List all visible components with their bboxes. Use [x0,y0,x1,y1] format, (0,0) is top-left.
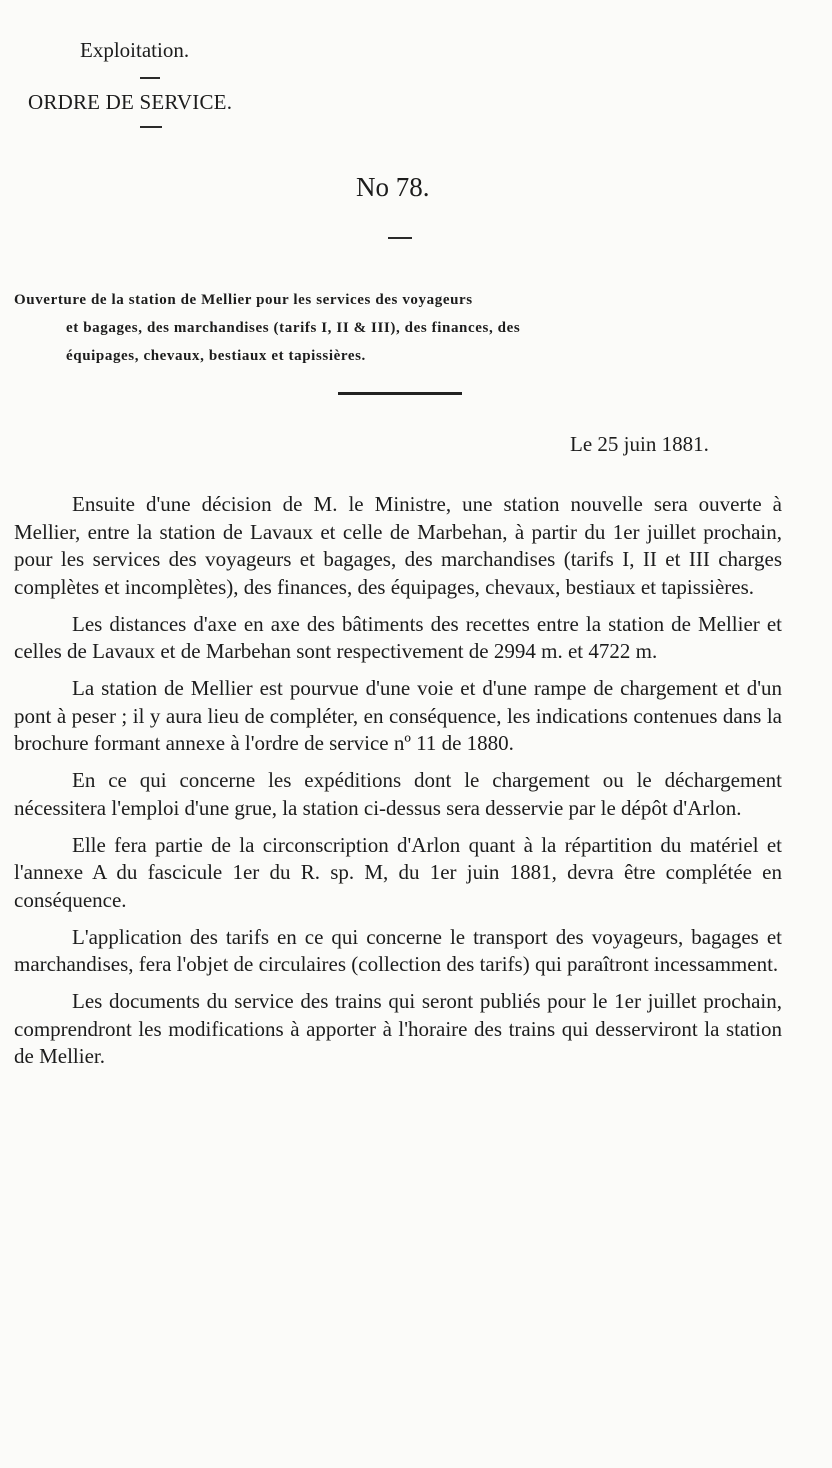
separator-dash [140,126,162,128]
separator-dash [388,237,412,239]
paragraph-5: Elle fera partie de la circonscription d'Arlon quant à la répartition du matériel et l'annexe A du fascicule 1er du R. sp. M, du 1er juin 1881, devra être complétée en conséquence. [14,832,782,912]
order-body [14,491,782,1080]
order-date: Le 25 juin 1881. [570,432,709,456]
paragraph-6: L'application des tarifs en ce qui concerne le transport des voyageurs, bagages et marchandises, fera l'objet de circulaires (collection des tarifs) qui paraîtront incessamment. [14,924,782,976]
paragraph-4: En ce qui concerne les expéditions dont le chargement ou le déchargement nécessitera l'emploi d'une grue, la station ci-dessus sera desservie par le dépôt d'Arlon. [14,768,782,820]
title-rule [338,392,462,395]
title-line-1: Ouverture de la station de Mellier pour les services des voyageurs [14,292,473,308]
title-line-3: équipages, chevaux, bestiaux et tapissières. [66,348,366,364]
order-type-heading: ORDRE DE SERVICE. [28,90,233,114]
title-line-2: et bagages, des marchandises (tarifs I, II & III), des finances, des [66,320,521,336]
paragraph-7: Les documents du service des trains qui seront publiés pour le 1er juillet prochain, comprendront les modifications à apporter à l'horaire des trains qui desserviront la station de Mellier. [14,989,782,1068]
order-title [14,286,786,370]
order-number: No 78. [356,172,430,202]
paragraph-1: Ensuite d'une décision de M. le Ministre, une station nouvelle sera ouverte à Mellier, entre la station de Lavaux et celle de Marbehan, à partir du 1er juillet prochain, pour les services des voyageurs et bagages, des marchandises (tarifs I, II et III charges complètes et incomplètes), des finances, des équipages, chevaux, bestiaux et tapissières. [14,492,782,599]
paragraph-2: Les distances d'axe en axe des bâtiments des recettes entre la station de Mellier et celles de Lavaux et de Marbehan sont respectivement de 2994 m. et 4722 m. [14,611,782,663]
paragraph-3: La station de Mellier est pourvue d'une voie et d'une rampe de chargement et d'un pont à peser ; il y aura lieu de compléter, en conséquence, les indications contenues dans la brochure formant annexe à l'ordre de service nº 11 de 1880. [14,676,782,755]
separator-dash [140,77,160,79]
department-label: Exploitation. [80,38,190,62]
